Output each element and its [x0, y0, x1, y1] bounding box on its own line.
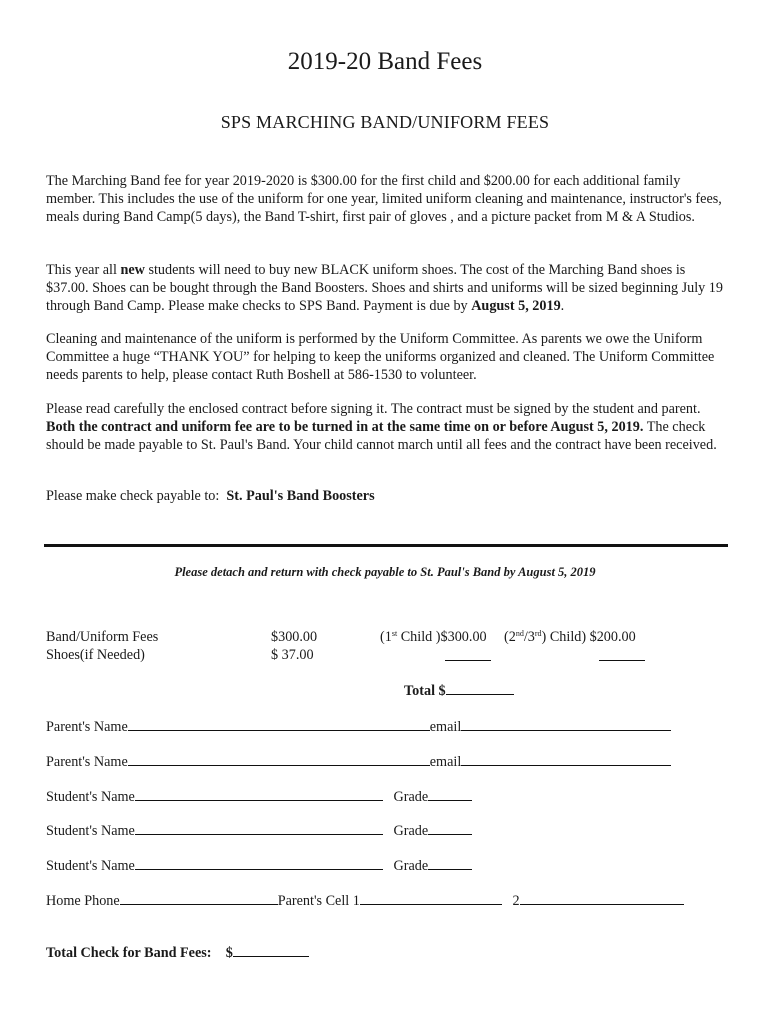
email-label: email: [429, 754, 462, 770]
parent-cell-1-field[interactable]: [360, 891, 502, 905]
student-name-field[interactable]: [135, 856, 383, 870]
total-field[interactable]: [446, 681, 514, 695]
payable-label: Please make check payable to:: [46, 488, 220, 504]
parent-cell-label: Parent's Cell 1: [277, 893, 360, 909]
total-row: [404, 681, 514, 700]
grade-field[interactable]: [428, 787, 472, 801]
student-name-label: Student's Name: [46, 858, 135, 874]
detach-instruction: Please detach and return with check payable to St. Paul's Band by August 5, 2019: [174, 565, 596, 579]
grade-field[interactable]: [428, 856, 472, 870]
second-child-sup: nd: [515, 629, 524, 638]
total-check-label: Total Check for Band Fees:: [46, 945, 212, 961]
shoes-fee-label: Shoes(if Needed): [46, 647, 145, 663]
contract-paragraph: [46, 400, 728, 454]
email-field[interactable]: [461, 752, 671, 766]
uniform-committee-text: Cleaning and maintenance of the uniform is performed by the Uniform Committee. As parents we owe the Uniform Committee a huge “THANK YOU” for helping to keep the uniforms organized and cleaned. The Uniform Committee needs parents to help, please contact Ruth Boshell at 586-1530 to volunteer.: [46, 331, 715, 383]
additional-child-fee: [504, 629, 636, 646]
grade-field[interactable]: [428, 821, 472, 835]
shoes-text-2: students will need to buy new BLACK uniform shoes. The cost of the Marching Band shoes is $37.00. Shoes can be bought through the Band Boosters. Shoes and shirts and uniforms will be sized beginning July 19 through Band Camp. Please make checks to SPS Band. Payment is due by: [46, 262, 723, 314]
band-fee-label: Band/Uniform Fees: [46, 629, 159, 645]
first-child-count-field[interactable]: [445, 647, 491, 666]
third-child-sup: rd: [534, 629, 542, 638]
email-label: email: [429, 719, 462, 735]
additional-child-count-field[interactable]: [599, 647, 645, 666]
shoes-text-1: This year all: [46, 262, 121, 278]
fee-description-text: The Marching Band fee for year 2019-2020 is $300.00 for the first child and $200.00 for each additional family member. This includes the use of the uniform for one year, limited uniform cleaning and maintenance, instructor's fees, meals during Band Camp(5 days), the Band T-shirt, first pair of gloves , and a picture packet from M & A Studios.: [46, 173, 722, 225]
third-child-open: /3: [523, 629, 535, 645]
shoes-paragraph: [46, 261, 728, 315]
parent-name-row-1: [46, 717, 671, 736]
first-child-sup: st: [391, 629, 398, 638]
contract-text-2: The check should be made payable to St. Paul's Band. Your child cannot march until all fees and the contract have been received.: [46, 419, 717, 453]
page-title: 2019-20 Band Fees: [287, 48, 483, 75]
grade-label: Grade: [393, 789, 429, 805]
student-name-field[interactable]: [135, 821, 383, 835]
grade-label: Grade: [393, 823, 429, 839]
shoes-text-end: .: [560, 298, 565, 314]
home-phone-label: Home Phone: [46, 893, 120, 909]
shoes-fee-amount: $ 37.00: [271, 647, 314, 663]
total-label: Total $: [404, 683, 446, 699]
phone-row: [46, 891, 684, 910]
second-child-open: (2: [504, 629, 516, 645]
parent-name-label: Parent's Name: [46, 719, 128, 735]
uniform-committee-paragraph: [46, 330, 728, 384]
total-check-currency: $: [225, 945, 233, 961]
parent-cell-2-field[interactable]: [520, 891, 684, 905]
detach-divider: [44, 544, 728, 547]
additional-child-rest: ) Child) $200.00: [541, 629, 636, 645]
parent-name-field[interactable]: [128, 752, 430, 766]
student-row-1: [46, 787, 472, 806]
parent-name-field[interactable]: [128, 717, 430, 731]
student-name-field[interactable]: [135, 787, 383, 801]
contract-text-1: Please read carefully the enclosed contract before signing it. The contract must be signed by the student and parent.: [46, 401, 701, 417]
fee-description-paragraph: [46, 172, 728, 226]
first-child-rest: Child )$300.00: [397, 629, 487, 645]
student-name-label: Student's Name: [46, 789, 135, 805]
payable-payee: St. Paul's Band Boosters: [226, 488, 375, 504]
total-check-row: [46, 943, 309, 962]
grade-label: Grade: [393, 858, 429, 874]
contract-deadline-bold: Both the contract and uniform fee are to be turned in at the same time on or before August 5, 2019.: [46, 419, 644, 435]
page-subtitle: SPS MARCHING BAND/UNIFORM FEES: [220, 112, 550, 132]
email-field[interactable]: [461, 717, 671, 731]
first-child-fee: [380, 629, 487, 646]
home-phone-field[interactable]: [120, 891, 278, 905]
student-name-label: Student's Name: [46, 823, 135, 839]
student-row-2: [46, 821, 472, 840]
student-row-3: [46, 856, 472, 875]
band-fee-amount: $300.00: [271, 629, 318, 645]
first-child-open: (1: [380, 629, 392, 645]
payable-paragraph: [46, 487, 728, 505]
parent-name-label: Parent's Name: [46, 754, 128, 770]
parent-name-row-2: [46, 752, 671, 771]
shoes-new-bold: new: [120, 262, 145, 278]
parent-cell-2-label: 2: [512, 893, 520, 909]
total-check-field[interactable]: [233, 943, 309, 957]
payment-due-date: August 5, 2019: [471, 298, 561, 314]
